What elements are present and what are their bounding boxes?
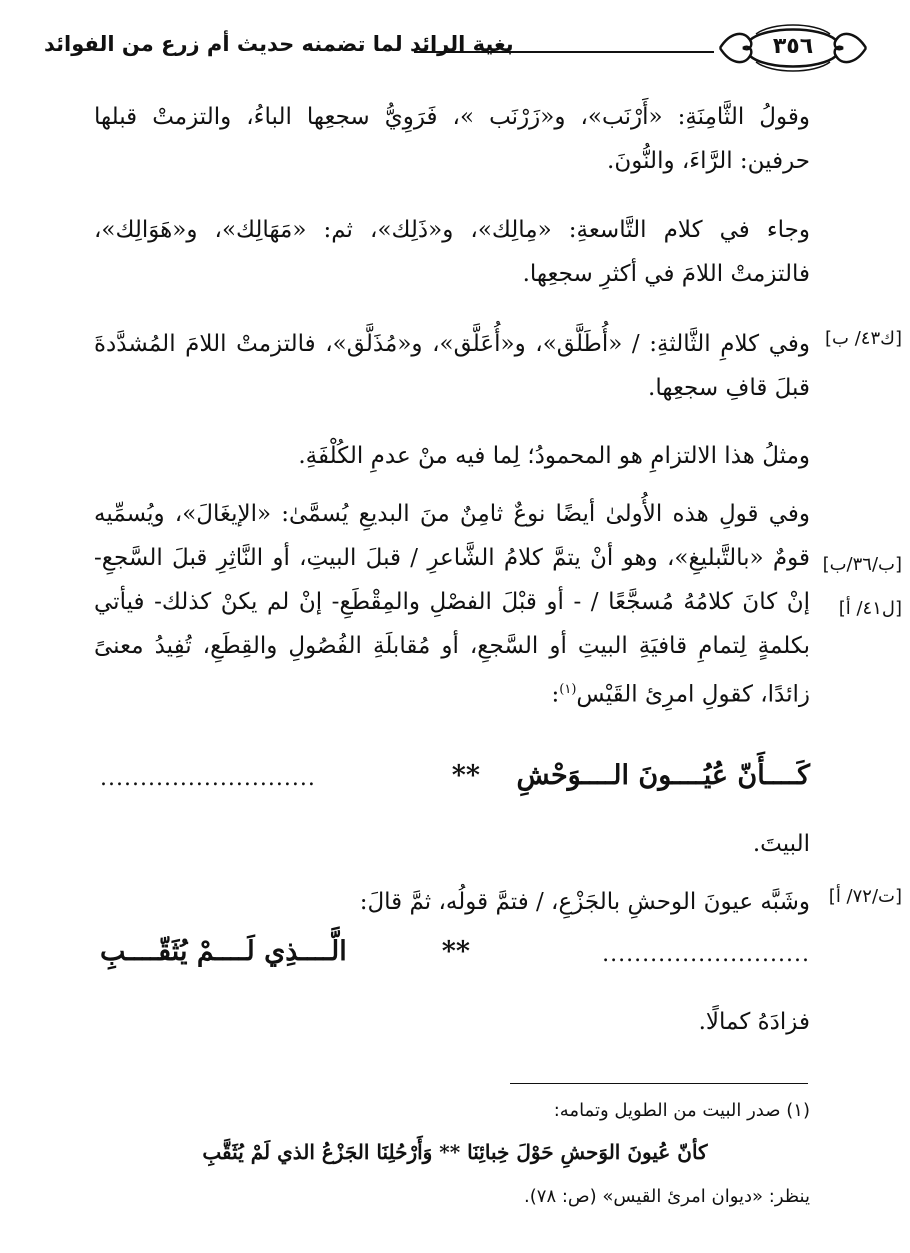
footnote-ref: (١)	[559, 682, 577, 697]
paragraph-3	[94, 322, 810, 410]
text-run: زائدًا، كقولِ امرِئ القَيْس	[576, 681, 810, 708]
verse-line-2	[100, 936, 810, 976]
text-line: بكلمةٍ لِتمامِ قافيَةِ البيتِ أو السَّجعِ، أو مُقابلَةِ الفُصُولِ والقِطَعِ، تُفِيدُ معنىً	[94, 633, 810, 659]
text-line: وفي قولِ هذه الأُولىٰ أيضًا نوعٌ ثامِنٌ منَ البديعِ يُسمَّىٰ: «الإيغَالَ»، ويُسمِّيه	[94, 501, 810, 527]
footnote-source: ينظر: «ديوان امرئ القيس» (ص: ٧٨).	[524, 1186, 810, 1207]
page-header	[44, 22, 870, 74]
verse-separator: **	[441, 936, 470, 967]
footnote-line: (١) صدر البيت من الطويل وتمامه:	[553, 1100, 810, 1121]
paragraph-5	[94, 492, 810, 717]
margin-ref: [ل٤١/ أ]	[838, 598, 902, 619]
text-line: البيتَ.	[752, 831, 810, 857]
page-number: ٣٥٦	[772, 34, 814, 59]
running-title: بغية الرائد لما تضمنه حديث أم زرع من الفوائد	[44, 32, 514, 56]
text-line: وقولُ الثَّامِنَةِ: «أَرْنَب»، و«زَرْنَب »، فَرَوِيُّ سجعِها الباءُ، والتزمتْ قبلها	[94, 104, 810, 130]
margin-ref: [ب/٣٦/ب]	[822, 554, 902, 575]
text-line: ومثلُ هذا الالتزامِ هو المحمودُ؛ لِما فيه منْ عدمِ الكُلْفَةِ.	[298, 443, 810, 469]
paragraph-2	[94, 208, 810, 296]
footnote-verse: كأنّ عُيونَ الوَحشِ حَوْلَ خِبائِنَا ** وَأَرْحُلِنَا الجَزْعُ الذي لَمْ يُثَقَّبِ	[202, 1140, 708, 1164]
verse-hemistich: كَــــأَنّ عُيُــــونَ الــــوَحْشِ	[516, 760, 810, 791]
text-line: وشَبَّه عيونَ الوحشِ بالجَزْعِ، / فتمَّ قولُه، ثمَّ قالَ:	[359, 889, 810, 915]
verse-separator: **	[451, 760, 480, 791]
verse-ellipsis: ..........................	[602, 942, 810, 967]
footnote-separator	[510, 1083, 808, 1084]
text-line: إنْ كانَ كلامُهُ مُسجَّعًا / - أو قبْلَ الفصْلِ والمِقْطَعِ- إنْ لم يكنْ كذلك- فيأتي	[94, 589, 810, 615]
text-line	[94, 668, 810, 717]
text-line: فزادَهُ كمالًا.	[698, 1009, 810, 1035]
verse-hemistich: الَّــــذِي لَــــمْ يُثَقّــــبِ	[100, 936, 347, 967]
verse-line-1	[100, 760, 810, 800]
text-line: وفي كلامِ الثَّالثةِ: / «أُطَلَّق»، و«أُعَلَّق»، و«مُذَلَّق»، فالتزمتْ اللامَ المُشدَّدةَ	[94, 331, 810, 357]
paragraph-1	[94, 95, 810, 183]
text-line: فالتزمتْ اللامَ في أكثرِ سجعِها.	[522, 261, 810, 287]
paragraph-4	[94, 434, 810, 478]
text-line: قومٌ «بالتَّبليغِ»، وهو أنْ يتمَّ كلامُ الشَّاعرِ / قبلَ البيتِ، أو النَّاثِرِ قبلَ السَّجعِ-	[94, 545, 810, 571]
header-rule	[414, 51, 714, 53]
text-line: وجاء في كلام التَّاسعةِ: «مِالِك»، و«ذَلِك»، ثم: «مَهَالِك»، و«هَوَالِك»،	[94, 217, 810, 243]
text-run: :	[551, 681, 560, 708]
margin-ref: [ت/٧٢/ أ]	[828, 886, 902, 907]
text-line: حرفين: الرَّاءَ، والنُّونَ.	[607, 148, 810, 174]
text-line: قبلَ قافِ سجعِها.	[648, 375, 810, 401]
verse-ellipsis: ...........................	[100, 766, 316, 791]
margin-ref: [ك٤٣/ ب]	[825, 328, 902, 349]
